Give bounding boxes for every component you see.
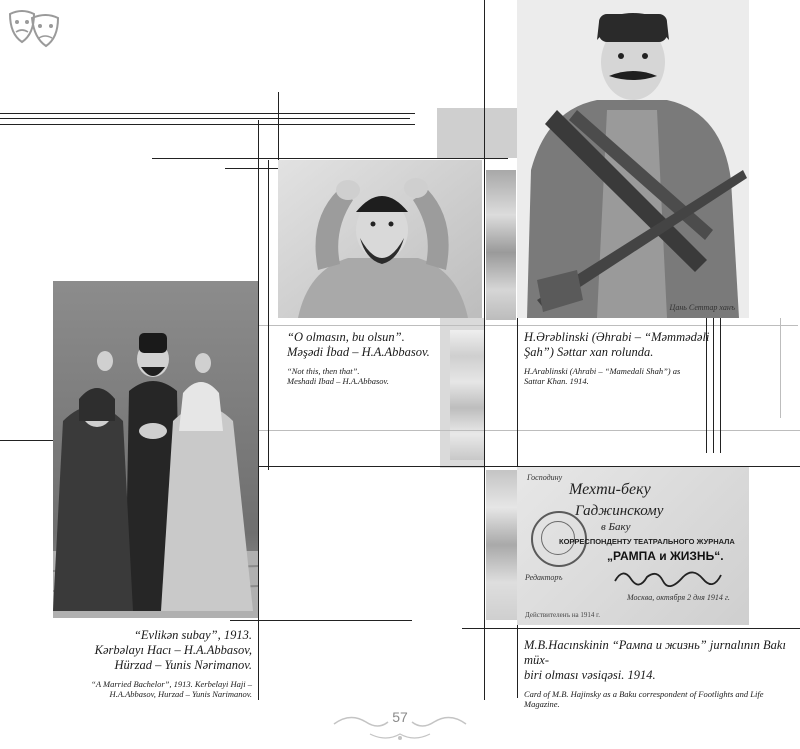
rule-h-3 xyxy=(0,124,415,125)
caption-bottom-left-sub: “A Married Bachelor”, 1913. Kerbelayi Haji – H.A.Abbasov, Hurzad – Yunis Narimanov. xyxy=(91,679,252,699)
rule-h-2 xyxy=(0,118,410,119)
card-line-1: Господину xyxy=(527,473,563,482)
gray-block-top xyxy=(437,108,517,158)
caption-top-center xyxy=(287,330,477,386)
rule-h-light-1 xyxy=(258,325,798,326)
card-line-7: Редакторъ xyxy=(525,573,563,582)
card-line-5: КОРРЕСПОНДЕНТУ ТЕАТРАЛЬНОГО ЖУРНАЛА xyxy=(559,537,735,546)
photo-married-bachelor xyxy=(53,281,258,618)
rule-h-5 xyxy=(225,168,280,169)
caption-top-right-sub: H.Arablinski (Ahrabi – “Mamedali Shah”) as Sattar Khan. 1914. xyxy=(524,366,681,386)
rule-v-8 xyxy=(720,318,721,453)
caption-bottom-left xyxy=(50,628,252,699)
rule-h-1 xyxy=(0,113,415,114)
photo-meshadi-ibad xyxy=(278,160,482,318)
card-line-2: Мехти-беку xyxy=(569,481,651,498)
photo-inscription: Цань Сеттар ханъ xyxy=(669,303,735,312)
rule-h-4 xyxy=(152,158,508,159)
card-line-6: „РАМПА и ЖИЗНЬ“. xyxy=(607,549,724,563)
gray-block-col-4 xyxy=(486,470,518,620)
rule-h-9 xyxy=(462,628,800,629)
theatre-masks-logo xyxy=(6,6,62,52)
caption-top-right-main: H.Ərəblinski (Əhrabi – “Məmmədəli Şah”) Səttar xan rolunda. xyxy=(524,330,710,359)
card-line-8: Москва, октября 2 дня 1914 г. xyxy=(627,593,730,602)
rule-h-6 xyxy=(0,440,60,441)
caption-bottom-right-main: M.B.Hacınskinin “Рампа и жизнь” jurnalının Bakı müx- biri olması vəsiqəsi. 1914. xyxy=(524,638,786,682)
gray-block-col-1 xyxy=(486,170,516,320)
card-line-3: Гаджинскому xyxy=(575,503,664,519)
rule-v-1 xyxy=(258,120,259,700)
rule-v-light-1 xyxy=(780,318,781,418)
card-line-4: в Баку xyxy=(601,521,631,533)
card-line-9: Действителенъ на 1914 г. xyxy=(525,611,600,619)
photo-correspondent-card xyxy=(517,467,749,625)
caption-bottom-left-main: “Evlikən subay”, 1913. Kərbəlayı Hacı – H.A.Abbasov, Hürzad – Yunis Nərimanov. xyxy=(94,628,252,672)
caption-top-right xyxy=(524,330,714,386)
rule-h-light-2 xyxy=(258,430,800,431)
caption-top-center-sub: “Not this, then that”. Meshadi Ibad – H.A.Abbasov. xyxy=(287,366,389,386)
page-number: 57 xyxy=(392,709,408,725)
card-signature xyxy=(613,565,723,587)
caption-bottom-right-sub: Card of M.B. Hajinsky as a Baku correspondent of Footlights and Life Magazine. xyxy=(524,689,764,709)
rule-v-4 xyxy=(484,0,485,700)
caption-top-center-main: “O olmasın, bu olsun”. Məşədi İbad – H.A.Abbasov. xyxy=(287,330,430,359)
photo-arablinski-sattar-khan xyxy=(517,0,749,318)
caption-bottom-right xyxy=(524,638,786,709)
rule-v-2 xyxy=(268,160,269,470)
